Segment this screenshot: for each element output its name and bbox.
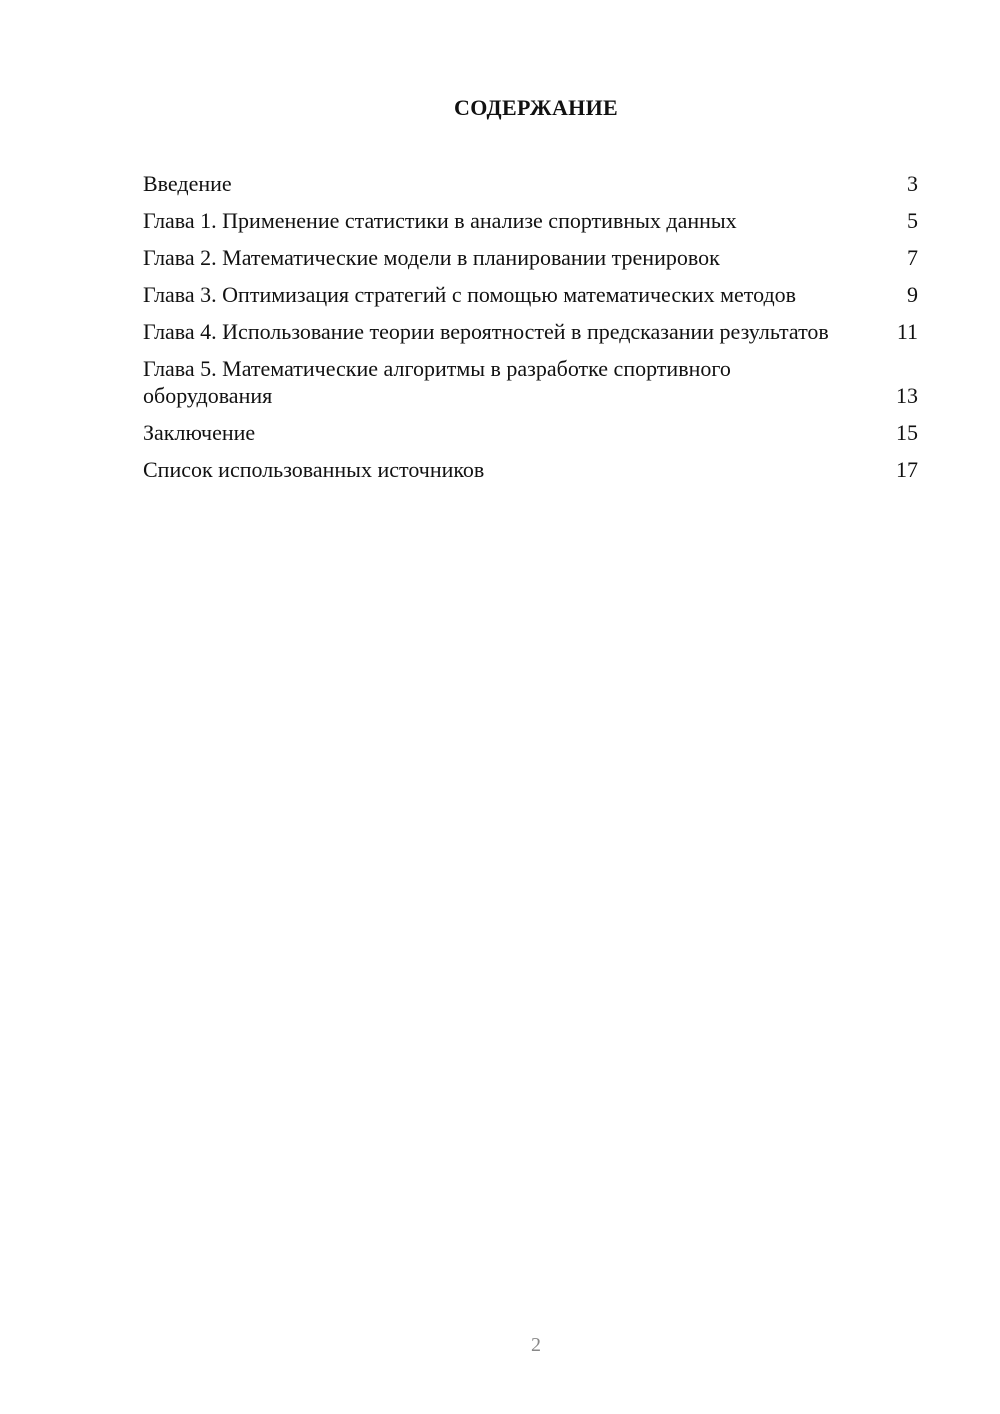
toc-entry-page: 17 bbox=[896, 457, 918, 482]
toc-entry-label: Глава 5. Математические алгоритмы в разработке спортивного оборудования bbox=[143, 356, 731, 408]
toc-entry-page: 9 bbox=[907, 282, 918, 307]
table-of-contents bbox=[143, 170, 918, 493]
toc-entry-label: Глава 4. Использование теории вероятностей в предсказании результатов bbox=[143, 319, 829, 344]
toc-entry bbox=[143, 318, 918, 345]
toc-entry bbox=[143, 456, 918, 483]
page-title: СОДЕРЖАНИЕ bbox=[454, 95, 618, 120]
toc-entry bbox=[143, 419, 918, 446]
toc-entry-label: Глава 3. Оптимизация стратегий с помощью математических методов bbox=[143, 282, 797, 307]
toc-entry-label: Введение bbox=[143, 171, 232, 196]
toc-entry bbox=[143, 170, 918, 197]
toc-entry-label: Глава 2. Математические модели в планировании тренировок bbox=[143, 245, 720, 270]
toc-entry-page: 15 bbox=[896, 420, 918, 445]
toc-entry bbox=[143, 281, 918, 308]
page-number: 2 bbox=[531, 1334, 541, 1356]
toc-entry-label: Заключение bbox=[143, 420, 256, 445]
toc-entry-label: Глава 1. Применение статистики в анализе спортивных данных bbox=[143, 208, 737, 233]
toc-entry-page: 3 bbox=[907, 171, 918, 196]
toc-entry-page: 13 bbox=[896, 383, 918, 408]
toc-entry-label: Список использованных источников bbox=[143, 457, 485, 482]
toc-entry bbox=[143, 244, 918, 271]
toc-entry bbox=[143, 207, 918, 234]
toc-entry-page: 11 bbox=[896, 319, 918, 344]
toc-entry bbox=[143, 355, 918, 409]
toc-entry-page: 5 bbox=[907, 208, 918, 233]
toc-entry-page: 7 bbox=[907, 245, 918, 270]
